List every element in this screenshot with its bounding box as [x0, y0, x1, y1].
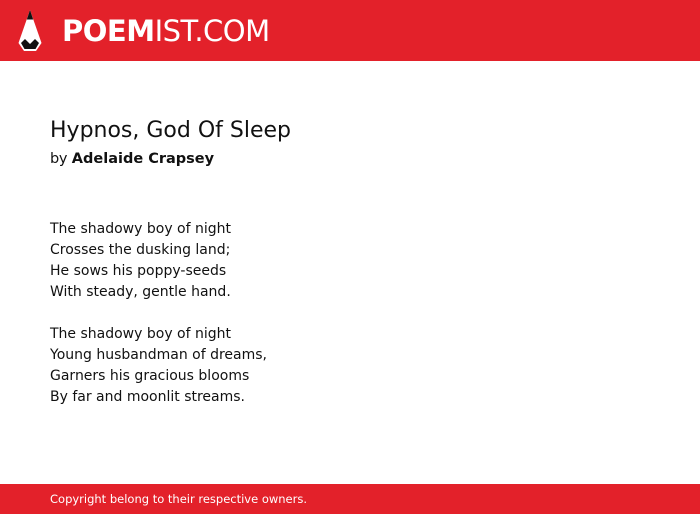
logo-light-text: IST.COM — [154, 14, 270, 48]
poem-line: Garners his gracious blooms — [50, 368, 250, 384]
poem-stanza — [50, 324, 267, 408]
pencil-tip-icon[interactable] — [18, 10, 42, 51]
poem-line: With steady, gentle hand. — [50, 284, 231, 300]
author-name: Adelaide Crapsey — [71, 151, 215, 167]
poem-line: The shadowy boy of night — [50, 221, 232, 237]
poem-line: By far and moonlit streams. — [50, 389, 246, 405]
poem-line: Crosses the dusking land; — [50, 242, 231, 258]
site-footer — [0, 484, 700, 514]
poem-line: The shadowy boy of night — [50, 326, 232, 342]
poem-byline — [50, 149, 214, 169]
poem-line: Young husbandman of dreams, — [50, 347, 267, 363]
poem-stanza — [50, 219, 231, 303]
poem-line: He sows his poppy-seeds — [50, 263, 227, 279]
by-prefix: by — [50, 151, 68, 167]
copyright-text: Copyright belong to their respective owners. — [50, 492, 308, 506]
poem-title: Hypnos, God Of Sleep — [50, 118, 292, 143]
site-logo[interactable] — [62, 13, 270, 49]
site-header — [0, 0, 700, 61]
logo-bold-text: POEM — [62, 14, 155, 48]
